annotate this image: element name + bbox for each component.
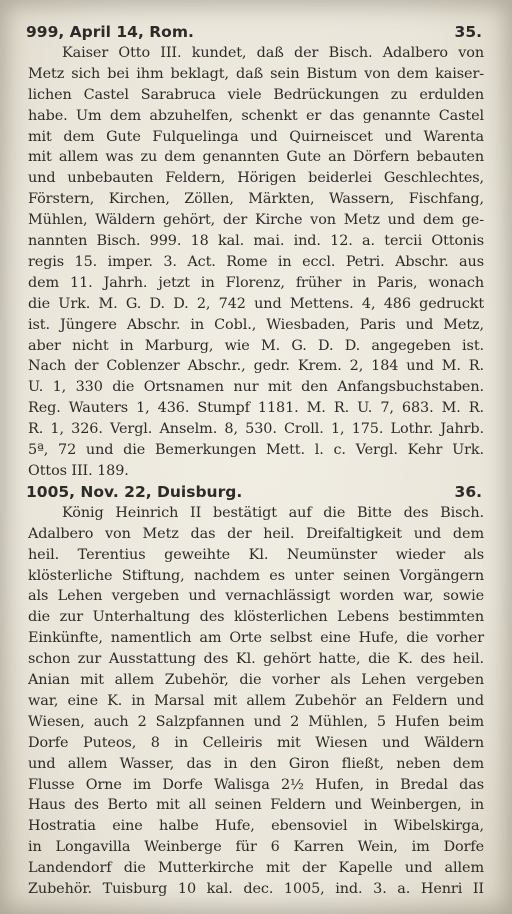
text-line: dem 11. Jahrh. jetzt in Florenz, früher in Paris, wonach: [28, 274, 484, 291]
text-line: die zur Unterhaltung des klösterlichen Lebens bestimmten: [28, 609, 484, 626]
entry-number: 36.: [454, 482, 482, 501]
text-line: Adalbero von Metz das der heil. Dreifaltigkeit und dem: [28, 525, 484, 542]
text-line: und unbebauten Feldern, Hörigen beiderlei Geschlechtes,: [28, 170, 484, 187]
text-line: Nach der Coblenzer Abschr., gedr. Krem. 2, 184 und M. R.: [28, 358, 484, 375]
text-line: König Heinrich II bestätigt auf die Bitte des Bisch.: [62, 504, 484, 521]
text-line: Haus des Berto mit all seinen Feldern und Weinbergen, in: [28, 797, 484, 814]
text-line: R. 1, 326. Vergl. Anselm. 8, 530. Croll. 1, 175. Lothr. Jahrb.: [28, 421, 484, 438]
text-line: Kaiser Otto III. kundet, daß der Bisch. Adalbero von: [62, 44, 484, 61]
text-line: Dorfe Puteos, 8 in Celleiris mit Wiesen und Wäldern: [28, 734, 484, 751]
text-line: lichen Castel Sarabruca viele Bedrückungen zu erdulden: [28, 86, 484, 103]
entry-date: 999, April 14, Rom.: [26, 23, 194, 41]
text-line: Hostratia eine halbe Hufe, ebensoviel in Wibelskirga,: [28, 818, 484, 835]
text-line: Metz sich bei ihm beklagt, daß sein Bistum von dem kaiser-: [28, 65, 484, 82]
text-line: Wiesen, auch 2 Salzpfannen und 2 Mühlen, 5 Hufen beim: [28, 713, 484, 730]
text-line: Förstern, Kirchen, Zöllen, Märkten, Wassern, Fischfang,: [28, 191, 484, 208]
entry-number: 35.: [454, 23, 482, 41]
text-line: als Lehen vergeben und vernachlässigt worden war, sowie: [28, 588, 484, 605]
text-line: Reg. Wauters 1, 436. Stumpf 1181. M. R. U. 7, 683. M. R.: [28, 400, 484, 417]
text-line: Mühlen, Wäldern gehört, der Kirche von Metz und dem ge-: [28, 212, 484, 229]
text-line: 5ª, 72 und die Bemerkungen Mett. l. c. Vergl. Kehr Urk.: [28, 442, 484, 459]
text-line: nannten Bisch. 999. 18 kal. mai. ind. 12. a. tercii Ottonis: [28, 233, 484, 250]
text-line: regis 15. imper. 3. Act. Rome in eccl. Petri. Abschr. aus: [28, 253, 484, 270]
text-line: U. 1, 330 die Ortsnamen nur mit den Anfangsbuchstaben.: [28, 379, 484, 396]
text-line: habe. Um dem abzuhelfen, schenkt er das genannte Castel: [28, 107, 484, 124]
text-line: Landendorf die Mutterkirche mit der Kapelle und allem: [28, 860, 484, 877]
text-line: war, eine K. in Marsal mit allem Zubehör an Feldern und: [28, 692, 484, 709]
text-line: Zubehör. Tuisburg 10 kal. dec. 1005, ind. 3. a. Henri II: [28, 881, 484, 898]
entry-heading-36: [26, 482, 482, 503]
text-line: Flusse Orne im Dorfe Walisga 2½ Hufen, in Bredal das: [28, 776, 484, 793]
text-line: aber nicht in Marburg, wie M. G. D. D. angegeben ist.: [28, 337, 484, 354]
text-line: ist. Jüngere Abschr. in Cobl., Wiesbaden, Paris und Metz,: [28, 316, 484, 333]
entry-heading-35: [26, 22, 482, 43]
text-line: die Urk. M. G. D. D. 2, 742 und Mettens. 4, 486 gedruckt: [28, 295, 484, 312]
text-line: schon zur Ausstattung des Kl. gehört hatte, die K. des heil.: [28, 651, 484, 668]
text-line: Einkünfte, namentlich am Orte selbst eine Hufe, die vorher: [28, 630, 484, 647]
text-line: Anian mit allem Zubehör, die vorher als Lehen vergeben: [28, 672, 484, 689]
text-line: heil. Terentius geweihte Kl. Neumünster wieder als: [28, 546, 484, 563]
text-line: Ottos III. 189.: [28, 463, 129, 479]
text-line: mit dem Gute Fulquelinga und Quirneiscet und Warenta: [28, 128, 484, 145]
text-line: und allem Wasser, das in den Giron fließt, neben dem: [28, 755, 484, 772]
text-line: klösterliche Stiftung, nachdem es unter seinen Vorgängern: [28, 567, 484, 584]
text-line: mit allem was zu dem genannten Gute an Dörfern bebauten: [28, 149, 484, 166]
entry-date: 1005, Nov. 22, Duisburg.: [26, 482, 243, 501]
text-line: in Longavilla Weinberge für 6 Karren Wein, im Dorfe: [28, 839, 484, 856]
